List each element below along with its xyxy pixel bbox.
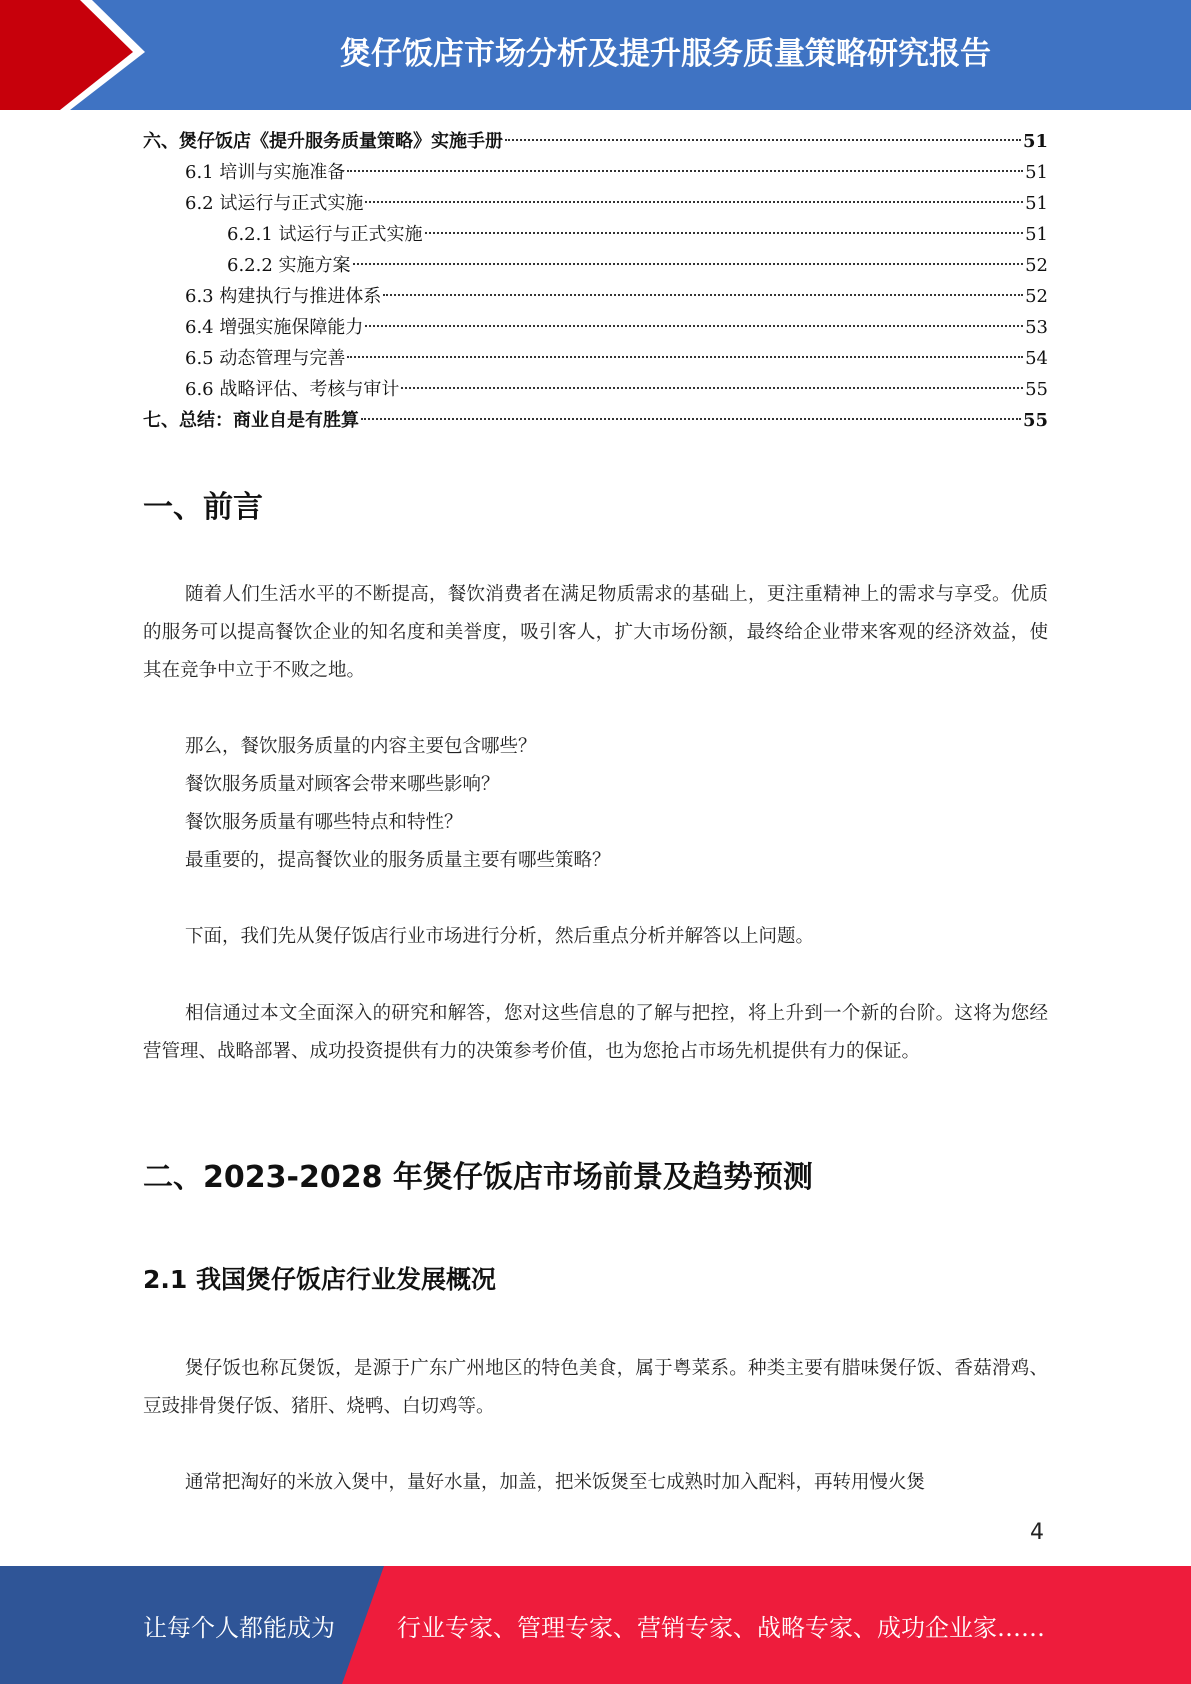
method-paragraph: 通常把淘好的米放入煲中，量好水量，加盖，把米饭煲至七成熟时加入配料，再转用慢火煲 [185, 1472, 926, 1493]
header-arrow-decoration [0, 0, 150, 110]
toc-entry-label: 6.5 动态管理与完善 [185, 348, 346, 369]
table-of-contents [143, 126, 1048, 436]
toc-entry-page: 54 [1025, 348, 1048, 369]
toc-leader-dots [383, 294, 1023, 296]
report-title: 煲仔饭店市场分析及提升服务质量策略研究报告 [340, 35, 991, 72]
preface-paragraph: 随着人们生活水平的不断提高，餐饮消费者在满足物质需求的基础上，更注重精神上的需求与享受。优质的服务可以提高餐饮企业的知名度和美誉度，吸引客人，扩大市场份额，最终给企业带来客观的经济效益，使其在竞争中立于不败之地。 [143, 584, 1048, 681]
toc-entry[interactable] [143, 250, 1048, 281]
intro-paragraph: 下面，我们先从煲仔饭店行业市场进行分析，然后重点分析并解答以上问题。 [185, 926, 815, 947]
toc-leader-dots [365, 201, 1023, 203]
section-heading-market-forecast: 二、2023-2028 年煲仔饭店市场前景及趋势预测 [143, 1160, 813, 1195]
toc-leader-dots [401, 387, 1023, 389]
toc-entry[interactable] [143, 405, 1048, 436]
toc-entry[interactable] [143, 188, 1048, 219]
toc-entry-label: 6.3 构建执行与推进体系 [185, 286, 382, 307]
question-item: 最重要的，提高餐饮业的服务质量主要有哪些策略？ [185, 850, 611, 871]
toc-entry-label: 6.2 试运行与正式实施 [185, 193, 364, 214]
toc-entry-page: 55 [1022, 410, 1048, 431]
section-heading-preface: 一、前言 [143, 490, 263, 525]
toc-entry-label: 七、总结：商业自是有胜算 [143, 410, 359, 431]
toc-entry-label: 6.2.1 试运行与正式实施 [227, 224, 423, 245]
overview-paragraph: 煲仔饭也称瓦煲饭，是源于广东广州地区的特色美食，属于粤菜系。种类主要有腊味煲仔饭、香菇滑鸡、豆豉排骨煲仔饭、猪肝、烧鸭、白切鸡等。 [143, 1358, 1048, 1417]
toc-leader-dots [505, 139, 1021, 141]
question-list [185, 728, 611, 880]
toc-entry-page: 51 [1025, 224, 1048, 245]
toc-entry-label: 6.1 培训与实施准备 [185, 162, 346, 183]
toc-entry[interactable] [143, 219, 1048, 250]
toc-entry[interactable] [143, 281, 1048, 312]
toc-entry-page: 51 [1025, 162, 1048, 183]
toc-entry[interactable] [143, 312, 1048, 343]
toc-entry[interactable] [143, 343, 1048, 374]
toc-entry[interactable] [143, 157, 1048, 188]
toc-entry-page: 52 [1025, 286, 1048, 307]
toc-entry-label: 六、煲仔饭店《提升服务质量策略》实施手册 [143, 131, 503, 152]
toc-leader-dots [365, 325, 1023, 327]
toc-entry-label: 6.6 战略评估、考核与审计 [185, 379, 400, 400]
page-number: 4 [1030, 1520, 1044, 1545]
subsection-heading-overview: 2.1 我国煲仔饭店行业发展概况 [143, 1265, 496, 1294]
toc-entry-label: 6.4 增强实施保障能力 [185, 317, 364, 338]
toc-entry-page: 51 [1022, 131, 1048, 152]
toc-entry[interactable] [143, 374, 1048, 405]
header-banner [0, 0, 1191, 110]
footer-slogan-left: 让每个人都能成为 [143, 1613, 335, 1642]
toc-leader-dots [347, 356, 1023, 358]
question-item: 那么，餐饮服务质量的内容主要包含哪些？ [185, 736, 537, 757]
toc-entry-label: 6.2.2 实施方案 [227, 255, 351, 276]
question-item: 餐饮服务质量对顾客会带来哪些影响？ [185, 774, 500, 795]
toc-leader-dots [353, 263, 1024, 265]
footer-banner [0, 1566, 1191, 1684]
toc-leader-dots [425, 232, 1024, 234]
toc-entry-page: 55 [1025, 379, 1048, 400]
toc-entry[interactable] [143, 126, 1048, 157]
toc-leader-dots [361, 418, 1021, 420]
conclusion-paragraph: 相信通过本文全面深入的研究和解答，您对这些信息的了解与把控，将上升到一个新的台阶。这将为您经营管理、战略部署、成功投资提供有力的决策参考价值，也为您抢占市场先机提供有力的保证。 [143, 1003, 1048, 1062]
question-item: 餐饮服务质量有哪些特点和特性？ [185, 812, 463, 833]
toc-leader-dots [347, 170, 1023, 172]
toc-entry-page: 53 [1025, 317, 1048, 338]
footer-slogan-right: 行业专家、管理专家、营销专家、战略专家、成功企业家…… [397, 1613, 1045, 1642]
toc-entry-page: 52 [1025, 255, 1048, 276]
toc-entry-page: 51 [1025, 193, 1048, 214]
